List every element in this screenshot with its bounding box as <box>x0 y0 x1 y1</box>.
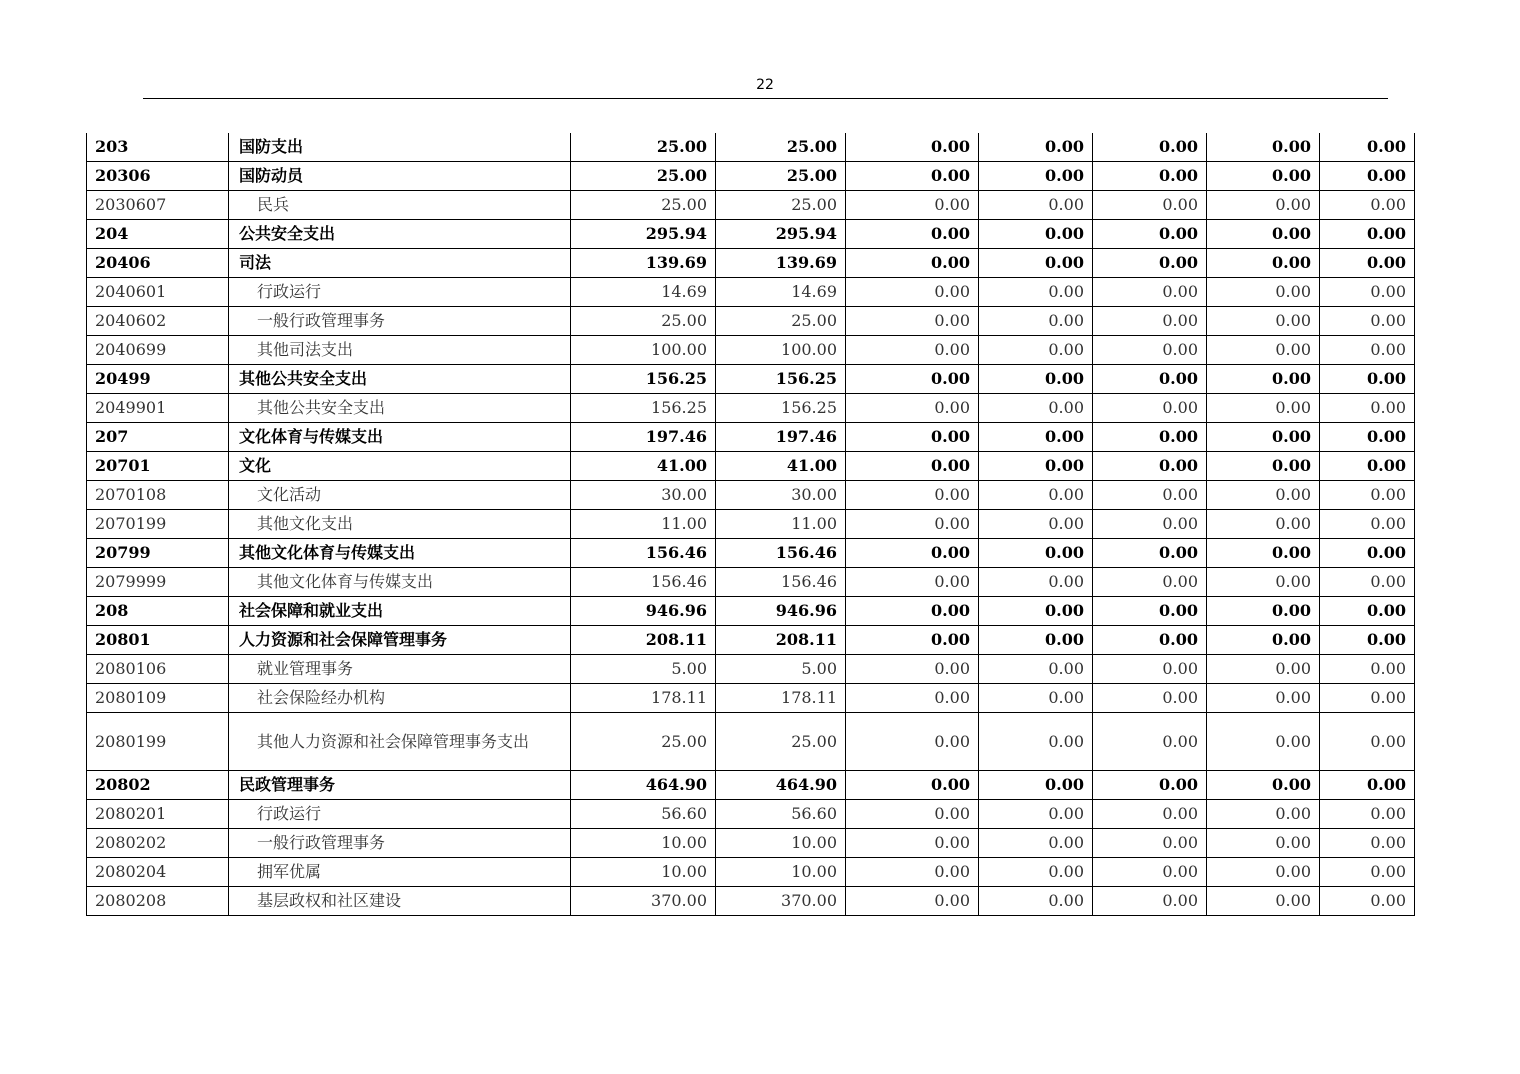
subject-code-cell: 2080204 <box>87 858 229 887</box>
amount-cell: 0.00 <box>1320 249 1415 278</box>
amount-cell: 0.00 <box>1093 771 1207 800</box>
amount-cell: 0.00 <box>1207 249 1320 278</box>
amount-cell: 0.00 <box>846 452 979 481</box>
subject-code-cell: 2040699 <box>87 336 229 365</box>
amount-cell: 0.00 <box>846 394 979 423</box>
amount-cell: 25.00 <box>716 307 846 336</box>
amount-cell: 25.00 <box>716 162 846 191</box>
amount-cell: 0.00 <box>1320 278 1415 307</box>
amount-cell: 0.00 <box>1207 858 1320 887</box>
amount-cell: 0.00 <box>979 858 1093 887</box>
table-row <box>87 452 1415 481</box>
amount-cell: 0.00 <box>979 162 1093 191</box>
amount-cell: 0.00 <box>979 655 1093 684</box>
table-row <box>87 568 1415 597</box>
subject-code-cell: 20799 <box>87 539 229 568</box>
table-row <box>87 249 1415 278</box>
amount-cell: 0.00 <box>1207 394 1320 423</box>
subject-code-cell: 2040602 <box>87 307 229 336</box>
amount-cell: 0.00 <box>1207 452 1320 481</box>
amount-cell: 0.00 <box>1320 336 1415 365</box>
amount-cell: 0.00 <box>1207 829 1320 858</box>
amount-cell: 946.96 <box>716 597 846 626</box>
table-row <box>87 684 1415 713</box>
amount-cell: 0.00 <box>1093 626 1207 655</box>
amount-cell: 0.00 <box>1320 655 1415 684</box>
amount-cell: 0.00 <box>1320 220 1415 249</box>
amount-cell: 139.69 <box>571 249 716 278</box>
amount-cell: 0.00 <box>1093 655 1207 684</box>
subject-code-cell: 20802 <box>87 771 229 800</box>
amount-cell: 0.00 <box>1093 278 1207 307</box>
subject-name-cell: 国防支出 <box>229 133 571 162</box>
amount-cell: 25.00 <box>571 133 716 162</box>
table-row <box>87 887 1415 916</box>
table-row <box>87 191 1415 220</box>
amount-cell: 25.00 <box>571 162 716 191</box>
amount-cell: 0.00 <box>979 626 1093 655</box>
amount-cell: 0.00 <box>1207 423 1320 452</box>
table-row <box>87 510 1415 539</box>
subject-name-cell: 公共安全支出 <box>229 220 571 249</box>
amount-cell: 0.00 <box>979 684 1093 713</box>
subject-name-cell: 拥军优属 <box>229 858 571 887</box>
amount-cell: 0.00 <box>1207 626 1320 655</box>
amount-cell: 0.00 <box>1320 568 1415 597</box>
table-row <box>87 481 1415 510</box>
subject-code-cell: 20406 <box>87 249 229 278</box>
subject-code-cell: 2030607 <box>87 191 229 220</box>
amount-cell: 0.00 <box>979 597 1093 626</box>
amount-cell: 0.00 <box>1207 133 1320 162</box>
amount-cell: 5.00 <box>571 655 716 684</box>
amount-cell: 156.46 <box>716 539 846 568</box>
subject-code-cell: 207 <box>87 423 229 452</box>
subject-code-cell: 208 <box>87 597 229 626</box>
amount-cell: 100.00 <box>571 336 716 365</box>
subject-code-cell: 2049901 <box>87 394 229 423</box>
amount-cell: 0.00 <box>979 365 1093 394</box>
amount-cell: 25.00 <box>571 191 716 220</box>
amount-cell: 0.00 <box>1320 597 1415 626</box>
amount-cell: 464.90 <box>716 771 846 800</box>
amount-cell: 0.00 <box>1093 887 1207 916</box>
amount-cell: 0.00 <box>846 858 979 887</box>
amount-cell: 0.00 <box>846 771 979 800</box>
subject-name-cell: 文化活动 <box>229 481 571 510</box>
table-row <box>87 365 1415 394</box>
amount-cell: 0.00 <box>979 539 1093 568</box>
table-row <box>87 539 1415 568</box>
amount-cell: 0.00 <box>1320 481 1415 510</box>
subject-name-cell: 国防动员 <box>229 162 571 191</box>
amount-cell: 56.60 <box>571 800 716 829</box>
amount-cell: 0.00 <box>1093 220 1207 249</box>
amount-cell: 10.00 <box>716 829 846 858</box>
table-row <box>87 162 1415 191</box>
amount-cell: 25.00 <box>716 133 846 162</box>
amount-cell: 0.00 <box>1207 655 1320 684</box>
amount-cell: 0.00 <box>1207 220 1320 249</box>
subject-name-cell: 行政运行 <box>229 278 571 307</box>
amount-cell: 25.00 <box>571 713 716 771</box>
subject-name-cell: 社会保障和就业支出 <box>229 597 571 626</box>
amount-cell: 0.00 <box>979 481 1093 510</box>
subject-code-cell: 204 <box>87 220 229 249</box>
amount-cell: 0.00 <box>979 220 1093 249</box>
subject-code-cell: 2080202 <box>87 829 229 858</box>
amount-cell: 295.94 <box>716 220 846 249</box>
amount-cell: 0.00 <box>1320 365 1415 394</box>
amount-cell: 0.00 <box>846 800 979 829</box>
table-row <box>87 626 1415 655</box>
amount-cell: 0.00 <box>846 423 979 452</box>
table-row <box>87 597 1415 626</box>
amount-cell: 139.69 <box>716 249 846 278</box>
table-row <box>87 307 1415 336</box>
amount-cell: 0.00 <box>846 481 979 510</box>
amount-cell: 0.00 <box>1320 510 1415 539</box>
subject-name-cell: 其他文化体育与传媒支出 <box>229 539 571 568</box>
amount-cell: 156.25 <box>571 394 716 423</box>
amount-cell: 0.00 <box>1320 887 1415 916</box>
amount-cell: 178.11 <box>571 684 716 713</box>
amount-cell: 0.00 <box>1320 307 1415 336</box>
subject-code-cell: 20306 <box>87 162 229 191</box>
amount-cell: 0.00 <box>1320 162 1415 191</box>
subject-code-cell: 203 <box>87 133 229 162</box>
amount-cell: 0.00 <box>846 626 979 655</box>
table-row <box>87 220 1415 249</box>
amount-cell: 156.25 <box>571 365 716 394</box>
amount-cell: 208.11 <box>571 626 716 655</box>
amount-cell: 156.46 <box>716 568 846 597</box>
amount-cell: 0.00 <box>1093 452 1207 481</box>
subject-name-cell: 人力资源和社会保障管理事务 <box>229 626 571 655</box>
amount-cell: 0.00 <box>1207 336 1320 365</box>
subject-name-cell: 文化 <box>229 452 571 481</box>
amount-cell: 0.00 <box>1320 626 1415 655</box>
table-body <box>87 133 1415 916</box>
amount-cell: 0.00 <box>979 249 1093 278</box>
table-row <box>87 713 1415 771</box>
amount-cell: 0.00 <box>846 887 979 916</box>
amount-cell: 100.00 <box>716 336 846 365</box>
amount-cell: 0.00 <box>846 365 979 394</box>
amount-cell: 56.60 <box>716 800 846 829</box>
amount-cell: 0.00 <box>1093 336 1207 365</box>
amount-cell: 0.00 <box>1320 684 1415 713</box>
amount-cell: 0.00 <box>979 568 1093 597</box>
amount-cell: 464.90 <box>571 771 716 800</box>
amount-cell: 370.00 <box>571 887 716 916</box>
amount-cell: 0.00 <box>1093 365 1207 394</box>
amount-cell: 208.11 <box>716 626 846 655</box>
amount-cell: 0.00 <box>1207 887 1320 916</box>
subject-code-cell: 20701 <box>87 452 229 481</box>
subject-name-cell: 其他司法支出 <box>229 336 571 365</box>
amount-cell: 0.00 <box>1093 481 1207 510</box>
amount-cell: 0.00 <box>846 684 979 713</box>
amount-cell: 0.00 <box>1320 858 1415 887</box>
amount-cell: 10.00 <box>571 829 716 858</box>
amount-cell: 14.69 <box>716 278 846 307</box>
subject-name-cell: 一般行政管理事务 <box>229 829 571 858</box>
subject-code-cell: 2070199 <box>87 510 229 539</box>
subject-code-cell: 2080201 <box>87 800 229 829</box>
amount-cell: 0.00 <box>1207 713 1320 771</box>
amount-cell: 0.00 <box>1093 800 1207 829</box>
subject-code-cell: 2079999 <box>87 568 229 597</box>
amount-cell: 156.25 <box>716 365 846 394</box>
amount-cell: 0.00 <box>1093 684 1207 713</box>
table-row <box>87 829 1415 858</box>
amount-cell: 197.46 <box>716 423 846 452</box>
table-row <box>87 800 1415 829</box>
subject-code-cell: 2070108 <box>87 481 229 510</box>
amount-cell: 25.00 <box>571 307 716 336</box>
amount-cell: 0.00 <box>979 800 1093 829</box>
amount-cell: 0.00 <box>846 597 979 626</box>
amount-cell: 0.00 <box>979 133 1093 162</box>
amount-cell: 30.00 <box>571 481 716 510</box>
amount-cell: 0.00 <box>1207 365 1320 394</box>
amount-cell: 156.46 <box>571 539 716 568</box>
amount-cell: 0.00 <box>1320 713 1415 771</box>
amount-cell: 10.00 <box>716 858 846 887</box>
amount-cell: 0.00 <box>1320 191 1415 220</box>
amount-cell: 0.00 <box>846 336 979 365</box>
page-number: 22 <box>756 77 774 93</box>
amount-cell: 156.46 <box>571 568 716 597</box>
subject-code-cell: 2080208 <box>87 887 229 916</box>
amount-cell: 0.00 <box>1207 510 1320 539</box>
subject-name-cell: 民兵 <box>229 191 571 220</box>
amount-cell: 41.00 <box>571 452 716 481</box>
amount-cell: 0.00 <box>1207 307 1320 336</box>
table-row <box>87 336 1415 365</box>
budget-table <box>86 133 1415 916</box>
amount-cell: 156.25 <box>716 394 846 423</box>
subject-name-cell: 其他公共安全支出 <box>229 365 571 394</box>
amount-cell: 0.00 <box>1320 771 1415 800</box>
subject-name-cell: 一般行政管理事务 <box>229 307 571 336</box>
amount-cell: 0.00 <box>846 539 979 568</box>
subject-code-cell: 2080109 <box>87 684 229 713</box>
amount-cell: 0.00 <box>846 655 979 684</box>
table-row <box>87 394 1415 423</box>
amount-cell: 0.00 <box>979 713 1093 771</box>
amount-cell: 0.00 <box>1093 510 1207 539</box>
subject-code-cell: 20499 <box>87 365 229 394</box>
subject-code-cell: 20801 <box>87 626 229 655</box>
amount-cell: 0.00 <box>1207 191 1320 220</box>
amount-cell: 0.00 <box>1093 597 1207 626</box>
subject-code-cell: 2080106 <box>87 655 229 684</box>
subject-name-cell: 其他文化体育与传媒支出 <box>229 568 571 597</box>
amount-cell: 0.00 <box>979 829 1093 858</box>
amount-cell: 0.00 <box>1093 713 1207 771</box>
amount-cell: 11.00 <box>571 510 716 539</box>
subject-name-cell: 其他公共安全支出 <box>229 394 571 423</box>
amount-cell: 0.00 <box>1093 539 1207 568</box>
amount-cell: 0.00 <box>1320 539 1415 568</box>
amount-cell: 0.00 <box>979 191 1093 220</box>
amount-cell: 0.00 <box>1093 423 1207 452</box>
amount-cell: 0.00 <box>1320 394 1415 423</box>
amount-cell: 25.00 <box>716 713 846 771</box>
amount-cell: 0.00 <box>979 452 1093 481</box>
amount-cell: 10.00 <box>571 858 716 887</box>
amount-cell: 25.00 <box>716 191 846 220</box>
table-row <box>87 655 1415 684</box>
subject-name-cell: 就业管理事务 <box>229 655 571 684</box>
amount-cell: 0.00 <box>1207 568 1320 597</box>
amount-cell: 197.46 <box>571 423 716 452</box>
subject-name-cell: 基层政权和社区建设 <box>229 887 571 916</box>
amount-cell: 0.00 <box>979 336 1093 365</box>
amount-cell: 178.11 <box>716 684 846 713</box>
amount-cell: 0.00 <box>1207 162 1320 191</box>
amount-cell: 0.00 <box>846 568 979 597</box>
amount-cell: 0.00 <box>846 510 979 539</box>
subject-code-cell: 2080199 <box>87 713 229 771</box>
amount-cell: 0.00 <box>1093 394 1207 423</box>
subject-name-cell: 民政管理事务 <box>229 771 571 800</box>
amount-cell: 11.00 <box>716 510 846 539</box>
amount-cell: 0.00 <box>979 423 1093 452</box>
amount-cell: 295.94 <box>571 220 716 249</box>
amount-cell: 0.00 <box>1093 249 1207 278</box>
amount-cell: 0.00 <box>979 510 1093 539</box>
amount-cell: 0.00 <box>1207 800 1320 829</box>
amount-cell: 0.00 <box>1320 133 1415 162</box>
amount-cell: 370.00 <box>716 887 846 916</box>
table-row <box>87 133 1415 162</box>
amount-cell: 30.00 <box>716 481 846 510</box>
amount-cell: 0.00 <box>1093 568 1207 597</box>
subject-name-cell: 文化体育与传媒支出 <box>229 423 571 452</box>
amount-cell: 0.00 <box>1093 191 1207 220</box>
table-row <box>87 858 1415 887</box>
amount-cell: 5.00 <box>716 655 846 684</box>
amount-cell: 0.00 <box>1207 684 1320 713</box>
amount-cell: 0.00 <box>1207 481 1320 510</box>
amount-cell: 0.00 <box>1207 539 1320 568</box>
header-rule <box>143 98 1388 99</box>
subject-name-cell: 司法 <box>229 249 571 278</box>
subject-name-cell: 其他文化支出 <box>229 510 571 539</box>
amount-cell: 0.00 <box>1093 162 1207 191</box>
amount-cell: 0.00 <box>1207 771 1320 800</box>
table-row <box>87 423 1415 452</box>
amount-cell: 0.00 <box>846 220 979 249</box>
amount-cell: 0.00 <box>1320 452 1415 481</box>
amount-cell: 0.00 <box>1093 858 1207 887</box>
amount-cell: 41.00 <box>716 452 846 481</box>
amount-cell: 0.00 <box>846 133 979 162</box>
amount-cell: 0.00 <box>846 307 979 336</box>
amount-cell: 0.00 <box>846 249 979 278</box>
subject-name-cell: 社会保险经办机构 <box>229 684 571 713</box>
amount-cell: 0.00 <box>1207 597 1320 626</box>
amount-cell: 0.00 <box>979 394 1093 423</box>
amount-cell: 0.00 <box>1207 278 1320 307</box>
table-row <box>87 278 1415 307</box>
subject-code-cell: 2040601 <box>87 278 229 307</box>
amount-cell: 0.00 <box>846 278 979 307</box>
subject-name-cell: 其他人力资源和社会保障管理事务支出 <box>229 713 571 771</box>
table-row <box>87 771 1415 800</box>
amount-cell: 0.00 <box>1320 423 1415 452</box>
amount-cell: 0.00 <box>1093 829 1207 858</box>
amount-cell: 0.00 <box>1093 307 1207 336</box>
amount-cell: 0.00 <box>846 829 979 858</box>
amount-cell: 0.00 <box>846 162 979 191</box>
amount-cell: 0.00 <box>846 713 979 771</box>
amount-cell: 0.00 <box>979 771 1093 800</box>
amount-cell: 0.00 <box>846 191 979 220</box>
amount-cell: 14.69 <box>571 278 716 307</box>
amount-cell: 0.00 <box>979 307 1093 336</box>
amount-cell: 0.00 <box>1093 133 1207 162</box>
amount-cell: 946.96 <box>571 597 716 626</box>
amount-cell: 0.00 <box>979 278 1093 307</box>
amount-cell: 0.00 <box>1320 829 1415 858</box>
subject-name-cell: 行政运行 <box>229 800 571 829</box>
amount-cell: 0.00 <box>979 887 1093 916</box>
amount-cell: 0.00 <box>1320 800 1415 829</box>
